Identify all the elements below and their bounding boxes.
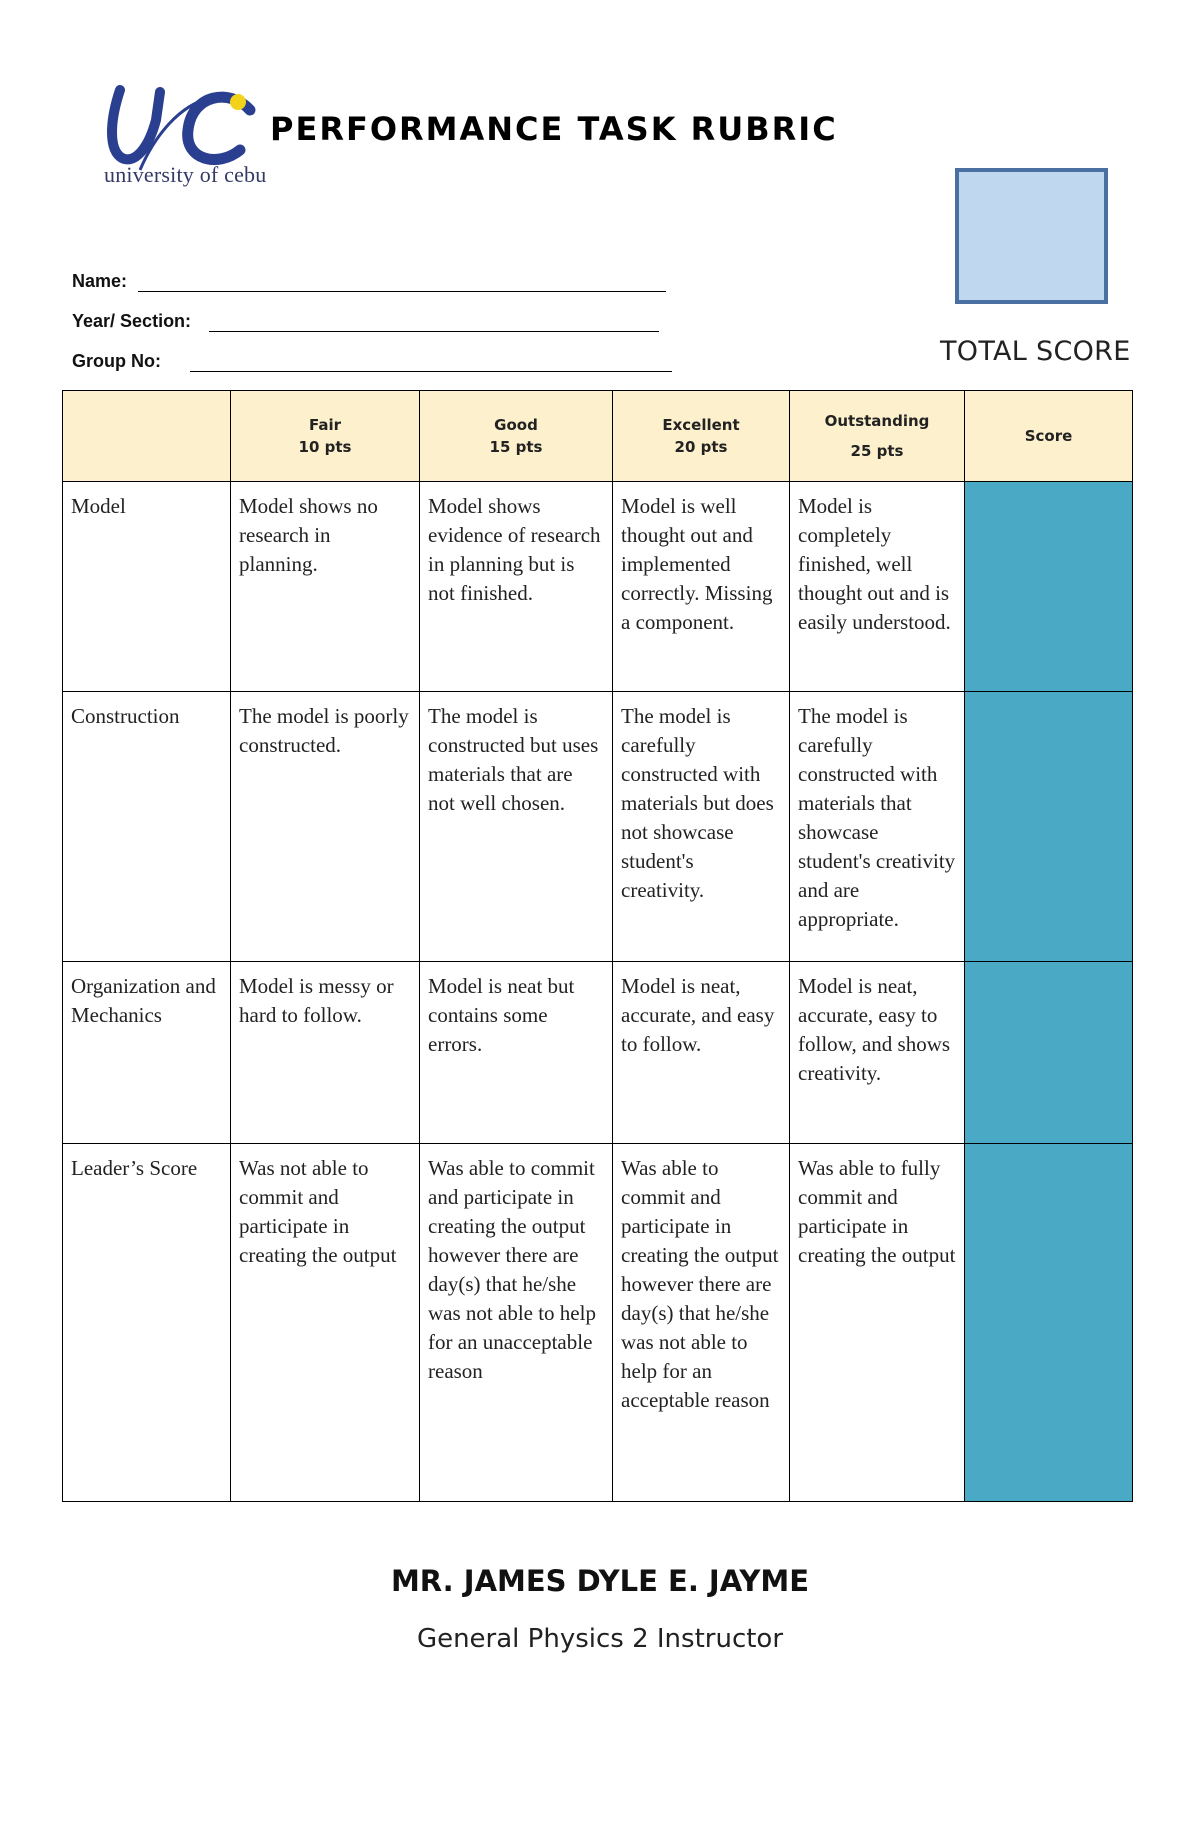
table-row bbox=[63, 962, 1133, 1144]
header-good: Good 15 pts bbox=[420, 391, 613, 482]
excellent-cell: Was able to commit and participate in creating the output however there are day(s) that he/she was not able to help for an acceptable reason bbox=[613, 1144, 790, 1502]
good-cell: Model is neat but contains some errors. bbox=[420, 962, 613, 1144]
year-section-line[interactable] bbox=[209, 331, 659, 332]
fair-cell: Model shows no research in planning. bbox=[231, 482, 420, 692]
good-cell: Was able to commit and participate in creating the output however there are day(s) that he/she was not able to help for an unacceptable reason bbox=[420, 1144, 613, 1502]
name-label: Name: bbox=[72, 271, 128, 291]
outstanding-cell: Was able to fully commit and participate in creating the output bbox=[790, 1144, 965, 1502]
criterion-cell: Organization and Mechanics bbox=[63, 962, 231, 1144]
instructor-role: General Physics 2 Instructor bbox=[416, 1624, 784, 1654]
group-field bbox=[72, 351, 161, 372]
header-excellent: Excellent 20 pts bbox=[613, 391, 790, 482]
score-cell[interactable] bbox=[965, 482, 1133, 692]
excellent-cell: The model is carefully constructed with materials but does not showcase student's creativity. bbox=[613, 692, 790, 962]
outstanding-cell: Model is completely finished, well thought out and is easily understood. bbox=[790, 482, 965, 692]
excellent-cell: Model is neat, accurate, and easy to follow. bbox=[613, 962, 790, 1144]
fair-cell: Model is messy or hard to follow. bbox=[231, 962, 420, 1144]
table-row bbox=[63, 482, 1133, 692]
total-score-label: TOTAL SCORE bbox=[940, 336, 1131, 367]
rubric-table bbox=[62, 390, 1133, 1502]
total-score-box[interactable] bbox=[955, 168, 1108, 304]
header-score: Score bbox=[965, 391, 1133, 482]
score-cell[interactable] bbox=[965, 692, 1133, 962]
name-line[interactable] bbox=[138, 291, 666, 292]
criterion-cell: Leader’s Score bbox=[63, 1144, 231, 1502]
year-section-field bbox=[72, 311, 191, 332]
score-cell[interactable] bbox=[965, 1144, 1133, 1502]
outstanding-cell: Model is neat, accurate, easy to follow, and shows creativity. bbox=[790, 962, 965, 1144]
criterion-cell: Construction bbox=[63, 692, 231, 962]
table-row bbox=[63, 692, 1133, 962]
excellent-cell: Model is well thought out and implemented correctly. Missing a component. bbox=[613, 482, 790, 692]
year-section-label: Year/ Section: bbox=[72, 311, 192, 331]
outstanding-cell: The model is carefully constructed with materials that showcase student's creativity and are appropriate. bbox=[790, 692, 965, 962]
group-label: Group No: bbox=[72, 351, 161, 371]
fair-cell: The model is poorly constructed. bbox=[231, 692, 420, 962]
table-row bbox=[63, 1144, 1133, 1502]
page-title: PERFORMANCE TASK RUBRIC bbox=[270, 110, 838, 148]
good-cell: Model shows evidence of research in planning but is not finished. bbox=[420, 482, 613, 692]
header-fair: Fair 10 pts bbox=[231, 391, 420, 482]
header-criterion bbox=[63, 391, 231, 482]
logo-text: university of cebu bbox=[104, 162, 267, 187]
criterion-cell: Model bbox=[63, 482, 231, 692]
fair-cell: Was not able to commit and participate in creating the output bbox=[231, 1144, 420, 1502]
table-header-row bbox=[63, 391, 1133, 482]
group-line[interactable] bbox=[190, 371, 672, 372]
instructor-name: MR. JAMES DYLE E. JAYME bbox=[390, 1564, 810, 1598]
score-cell[interactable] bbox=[965, 962, 1133, 1144]
name-field bbox=[72, 271, 127, 292]
good-cell: The model is constructed but uses materials that are not well chosen. bbox=[420, 692, 613, 962]
header-outstanding: Outstanding 25 pts bbox=[790, 391, 965, 482]
